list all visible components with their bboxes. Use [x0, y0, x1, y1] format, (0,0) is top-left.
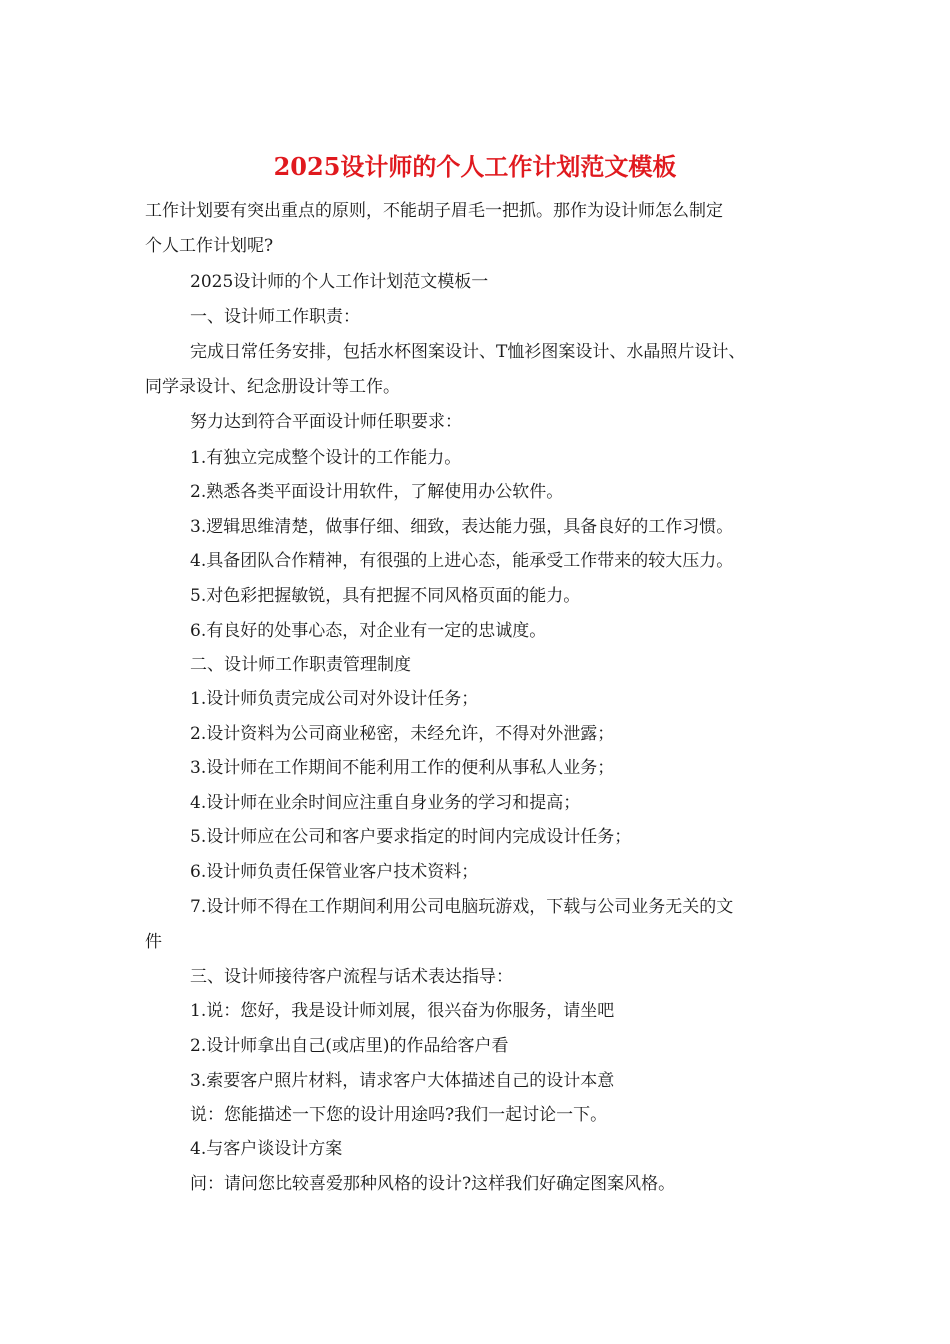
paragraph-line: 说：您能描述一下您的设计用途吗?我们一起讨论一下。 — [190, 1105, 608, 1125]
list-item: 4.具备团队合作精神，有很强的上进心态，能承受工作带来的较大压力。 — [190, 551, 734, 571]
paragraph-line: 完成日常任务安排，包括水杯图案设计、T恤衫图案设计、水晶照片设计、 — [190, 342, 746, 362]
list-item: 4.与客户谈设计方案 — [190, 1139, 343, 1159]
section-heading: 一、设计师工作职责： — [190, 307, 360, 327]
document-title: 2025设计师的个人工作计划范文模板 — [273, 152, 677, 181]
paragraph-line: 个人工作计划呢? — [145, 236, 274, 256]
list-item: 4.设计师在业余时间应注重自身业务的学习和提高； — [190, 793, 581, 813]
list-item: 1.设计师负责完成公司对外设计任务； — [190, 689, 479, 709]
list-item: 2.设计资料为公司商业秘密，未经允许，不得对外泄露； — [190, 724, 615, 744]
paragraph-line: 同学录设计、纪念册设计等工作。 — [145, 377, 400, 397]
list-item: 3.设计师在工作期间不能利用工作的便利从事私人业务； — [190, 758, 615, 778]
list-item: 3.逻辑思维清楚，做事仔细、细致，表达能力强，具备良好的工作习惯。 — [190, 517, 734, 537]
list-item: 5.对色彩把握敏锐，具有把握不同风格页面的能力。 — [190, 586, 581, 606]
list-item: 1.有独立完成整个设计的工作能力。 — [190, 448, 462, 468]
list-item: 7.设计师不得在工作期间利用公司电脑玩游戏，下载与公司业务无关的文 — [190, 897, 734, 917]
list-item: 2.设计师拿出自己(或店里)的作品给客户看 — [190, 1036, 509, 1056]
paragraph-line: 工作计划要有突出重点的原则，不能胡子眉毛一把抓。那作为设计师怎么制定 — [145, 201, 723, 221]
list-item: 2.熟悉各类平面设计用软件，了解使用办公软件。 — [190, 482, 564, 502]
list-item: 1.说：您好，我是设计师刘展，很兴奋为你服务，请坐吧 — [190, 1001, 615, 1021]
list-item: 5.设计师应在公司和客户要求指定的时间内完成设计任务； — [190, 827, 632, 847]
paragraph-line: 努力达到符合平面设计师任职要求： — [190, 412, 462, 432]
section-heading: 二、设计师工作职责管理制度 — [190, 655, 411, 675]
list-item: 6.有良好的处事心态，对企业有一定的忠诚度。 — [190, 621, 547, 641]
section-heading: 三、设计师接待客户流程与话术表达指导： — [190, 967, 513, 987]
section-heading: 2025设计师的个人工作计划范文模板一 — [190, 272, 489, 292]
list-item-continuation: 件 — [145, 932, 162, 952]
paragraph-line: 问：请问您比较喜爱那种风格的设计?这样我们好确定图案风格。 — [190, 1174, 676, 1194]
list-item: 3.索要客户照片材料，请求客户大体描述自己的设计本意 — [190, 1071, 615, 1091]
list-item: 6.设计师负责任保管业客户技术资料； — [190, 862, 479, 882]
